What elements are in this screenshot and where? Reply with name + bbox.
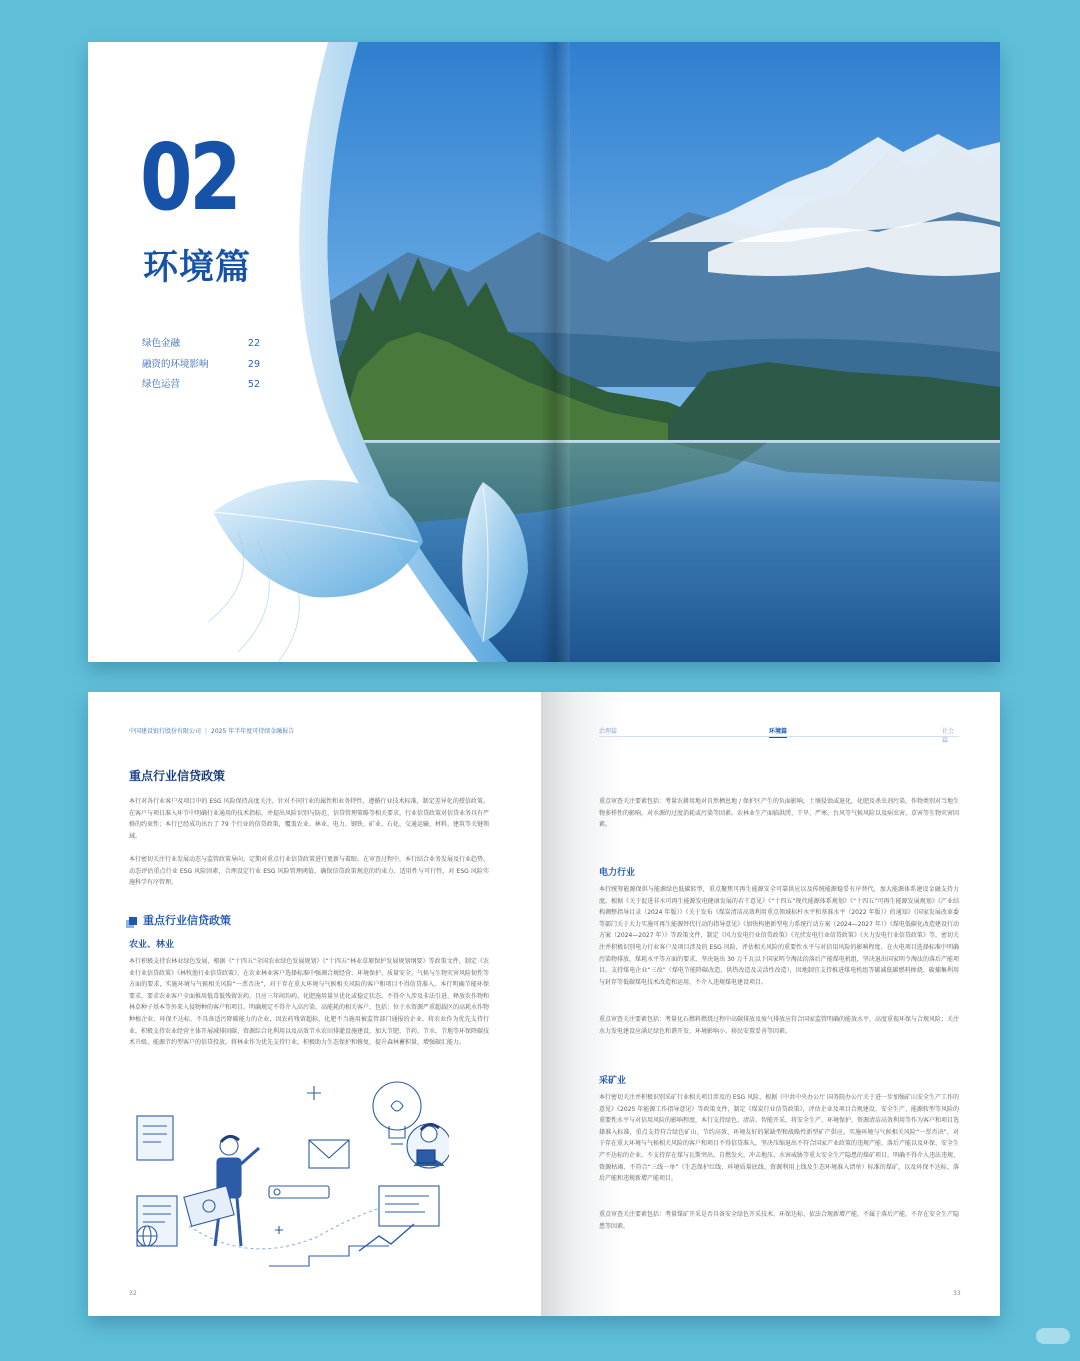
agriculture-focus-paragraph: 重点审查关注要素包括：考量农耕用地对自然栖息地 / 保护区产生的负面影响，土壤侵蚀或退化，化肥及杀虫剂污染，作物类别对当地生物多样性的影响，对水源的过度消耗或污染等因素。农林业生产面临洪涝、干旱、严寒、台风等气候风险以及病虫害、草害等生物灾害因素。 xyxy=(599,798,960,829)
page-number: 32 xyxy=(129,1290,137,1297)
mining-heading: 采矿业 xyxy=(599,1076,627,1086)
chapter-title: 环境篇 xyxy=(143,248,252,288)
toc-item-page: 29 xyxy=(247,358,260,370)
toc-item-green-operations[interactable] xyxy=(142,375,260,396)
intro-paragraph-1: 本行对各行业客户及项目中的 ESG 风险保持高度关注，针对不同行业的属性和业务特性，遵循行业技术标准，制定差异化的授信政策。在客户与项目准入环节中明确行业通用的技术指标，并提出风险识别与防范、信贷管理策略等相关要求，行业信贷政策对信贷业务具有严格的约束性；本行已经成功出台了 79 个行业的信贷政策，覆盖农业、林业、电力、钢铁、矿业、石化、交通运输、材料、建筑等关键领域。 xyxy=(129,798,490,840)
toc-item-label: 绿色金融 xyxy=(142,338,181,349)
toc-item-page: 22 xyxy=(247,338,260,349)
power-industry-heading: 电力行业 xyxy=(599,868,636,878)
business-illustration xyxy=(129,1076,449,1286)
power-focus-paragraph: 重点审查关注要素包括：考量化石燃料燃烧过程中高碳排放及废气排放应符合国家监管明确的能效水平，高度重视环保与合规风险；关注水力发电建设应满足绿色和谐开发、环境影响小、移民安置妥善等因素。 xyxy=(599,1016,960,1035)
right-page xyxy=(541,692,1000,1316)
toc-item-label: 融资的环境影响 xyxy=(142,358,209,370)
toc-item-green-finance[interactable] xyxy=(142,334,260,355)
toc-item-page: 52 xyxy=(247,379,260,390)
chapter-cover-spread xyxy=(88,42,1000,662)
toc-item-label: 绿色运营 xyxy=(142,379,181,390)
agriculture-paragraph: 本行积极支持农林业绿色发展，根据《“十四五”全国农业绿色发展规划》《“十四五”林业草原保护发展规划纲要》等政策文件，制定《农业行业信贷政策》《林牧渔行业信贷政策》，在农业林业客户选择标准中强调合规经营、环境保护、质量安全、气候与生物灾害风险韧性等方面的要求，实施环境与气候相关风险“一票否决”，对于存在重大环境与气候相关风险的客户和项目不得信贷准入。本行明确节能环保要求，要求农业客户全面推用低毒低残留农药，且应三年间均药、化肥施用量呈优化或稳定状态。不得介入涉及非法引进、释放农作物和林草种子基本等外来入侵物种的客户和项目。明确规定不得介入高污染、高能耗的相关客户，包括：位于水资源严重超载区的高耗水作物种植企业、环保不达标、不具备适污降碳能力的企业，因农药残留超标、化肥不当施用被监管部门通报的企业。将农业作为优先支持行业，积极支持农业经营主体开展减排固碳、资源综合化利用以及高效节水农田排灌设施建设，加大节肥、节药、节水、节地等环保降碳技术升级、能源节约型客户的信贷投放。将林业作为优先支持行业，积极助力生态保护和修复，提升森林蓄积量，增强碳汇能力。 xyxy=(129,958,490,1047)
left-page xyxy=(88,692,541,1316)
table-of-contents xyxy=(142,334,260,396)
power-industry-paragraph: 本行统筹能源保供与能源绿色低碳转型，重点聚焦可再生能源安全可靠供应以及传统能源稳妥有序替代，加大能源体系建设金融支持力度。根据《关于促进非水可再生能源发电健康发展的若干意见》《“十四五”现代能源体系规划》《“十四五”可再生能源发展规划》《产业结构调整指导目录（2024 年版）》《关于发布《煤炭清洁高效利用重点领域标杆水平和基准水平（2022 年版）》的通知》《国家发展改革委等部门关于大力实施可再生能源替代行动的指导意见》《加快构建新型电力系统行动方案（2024—2027 年）》《煤电低碳化改造建设行动方案（2024—2027 年）》等政策文件，制定《风力发电行业信贷政策》《光伏发电行业信贷政策》《火力发电行业信贷政策》等，密切关注并积极识别电力行业客户及项目涉及的 ESG 风险，评估相关风险的重要性水平与对信用风险的影响程度。在火电项目选择标准中明确污染物排放，煤耗水平等方面的要求，坚决退出 30 万千瓦以下国家明令淘汰的落后产能煤电机组，坚决退出国家明令淘汰的落后产能项目。支持煤电企业“三改”（煤电节能降碳改造、供热改造及灵活性改造），因地制宜支持推进煤电机组等碳减低碳燃料掺烧、碳捕集利用与封存等低碳煤电技术改造和运用，不介入违规煤电建设项目。 xyxy=(599,886,959,986)
mining-focus-paragraph: 重点审查关注要素包括：考量煤矿开采是否具备安全绿色开采技术、环保达标、依法合规新增产能、不属于落后产能、不存在安全生产隐患等因素。 xyxy=(599,1211,960,1230)
tab-governance[interactable]: 治理篇 xyxy=(599,728,618,735)
tab-environment[interactable]: 环境篇 xyxy=(769,726,787,738)
watermark-badge xyxy=(1036,1328,1070,1344)
page-title: 重点行业信贷政策 xyxy=(129,769,226,783)
intro-paragraph-2: 本行密切关注行业发展动态与监管政策导向，定期对重点行业信贷政策进行更新与着眼。在审查过程中，本行结合业务发展及行业趋势，动态评估重点行业 ESG 风险因素，合理设定行业 ESG 风险管理阈值，确保信贷政策规范的约束力、适用性与可行性，对 ESG 风险实施科学有序管理。 xyxy=(129,856,490,887)
running-header: 中国建设银行股份有限公司 | 2025 年半年度可持续金融报告 xyxy=(129,728,295,735)
section-heading-text: 重点行业信贷政策 xyxy=(143,914,231,927)
mining-paragraph: 本行密切关注并积极识别采矿行业相关项目涉及的 ESG 风险，根据《中共中央办公厅 国务院办公厅关于进一步加强矿山安全生产工作的意见》《2025 年能源工作指导意见》等政策文件，制定《煤炭行业信贷政策》，评估企业及项目合规建设、安全生产、能源转型等风险的重要性水平与对信用风险的影响程度，本行支持绿色、清洁、智能开采，将安全生产、环境保护、资源清洁高效利用等作为客户和项目选择准入标准，重点支持符合绿色矿山、节约高效、环境友好的紧缺型和战略性新型矿产供应。实施环境与气候相关风险“一票否决”，对于存在重大环境与气候相关风险的客户和项目不得信贷准入，坚决压缩退出不符合国家产业政策的违规产能、落后产能以及环保、安全生产不达标的企业。不支持存在煤与瓦斯突出、自燃发火、冲击地压、水害威胁等重大安全生产隐患的煤矿项目，明确不得介入违法违规、资源枯竭、不符合“三线一单”（生态保护红线、环境质量底线、资源利用上线及生态环境准入清单）标准的煤矿，以及环保不达标、落后产能和违规新增产能项目。 xyxy=(599,1094,960,1183)
section-heading xyxy=(129,912,231,928)
subsection-heading: 农业、林业 xyxy=(129,940,175,950)
spine-shadow xyxy=(540,42,570,662)
page-number: 33 xyxy=(953,1290,961,1297)
content-spread xyxy=(88,692,1000,1316)
tab-social[interactable]: 社会篇 xyxy=(942,728,955,744)
section-marker-icon xyxy=(129,917,137,925)
toc-item-financing-impact[interactable] xyxy=(142,355,260,376)
chapter-number: 02 xyxy=(140,124,239,231)
tabs-divider xyxy=(599,736,959,737)
header-report: 2025 年半年度可持续金融报告 xyxy=(211,728,295,735)
chapter-tabs xyxy=(599,726,959,744)
header-company: 中国建设银行股份有限公司 xyxy=(129,728,202,735)
